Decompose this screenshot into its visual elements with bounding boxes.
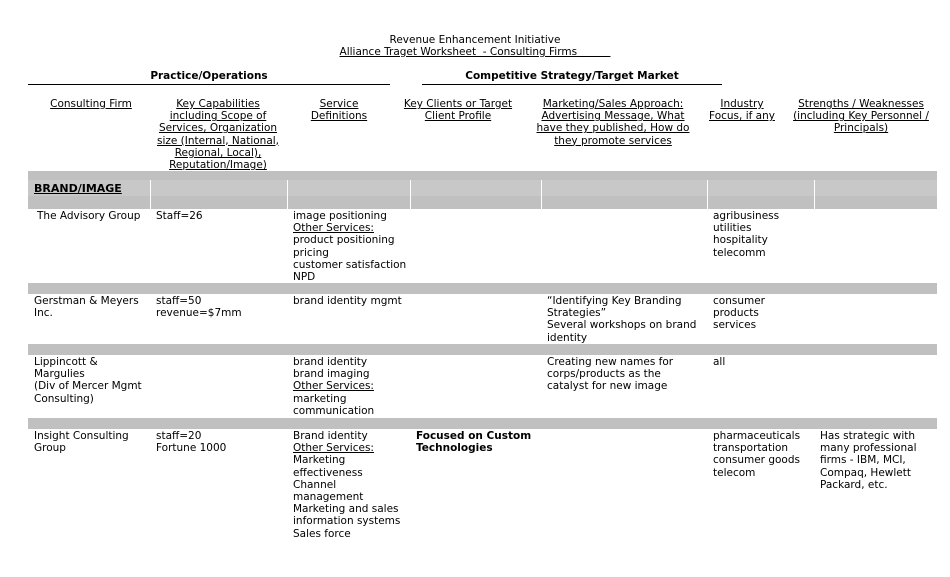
competitive-rule [422,84,722,85]
row-2-marketing: “Identifying Key Branding Strategies” Several workshops on brand identity [547,295,697,344]
col-marketing-approach: Marketing/Sales Approach: Advertising Message, What have they published, How do they promote services [536,98,690,147]
row-1-industry: agribusiness utilities hospitality telecomm [713,210,780,259]
row-4-industry: pharmaceuticals transportation consumer goods telecom [713,430,801,479]
row-2-industry: consumer products services [713,295,765,332]
page-subtitle [0,46,950,58]
row-1-firm: The Advisory Group [37,210,141,222]
col-key-capabilities: Key Capabilities including Scope of Services, Organization size (Internal, National, Regional, Local), Reputation/Image) [156,98,280,172]
col-industry-focus: Industry Focus, if any [709,98,775,123]
row-4-services: Brand identity Other Services: Marketing effectiveness Channel management Marketing and sales information systems Sales force [293,430,401,540]
row-3-industry: all [713,356,726,368]
row-separator [28,283,937,294]
col-strengths-weaknesses: Strengths / Weaknesses (including Key Personnel / Principals) [793,98,929,135]
practice-rule [28,84,390,85]
col-consulting-firm: Consulting Firm [50,98,132,110]
col-key-clients: Key Clients or Target Client Profile [403,98,513,123]
row-4-capabilities: staff=20 Fortune 1000 [156,430,227,455]
col-service-definitions: Service Definitions [310,98,368,123]
row-separator [28,418,937,429]
section-title-brand-image: BRAND/IMAGE [34,182,122,195]
row-separator [28,344,937,355]
worksheet-subtitle: Alliance Traget Worksheet - Consulting Firms [339,46,578,58]
row-3-services: brand identity brand imaging Other Services: marketing communication [293,356,375,417]
row-4-clients: Focused on Custom Technologies [416,430,532,455]
row-2-firm: Gerstman & Meyers Inc. [34,295,139,320]
row-2-capabilities: staff=50 revenue=$7mm [156,295,242,320]
row-1-capabilities: Staff=26 [156,210,203,222]
worksheet-title: Revenue Enhancement Initiative [389,34,561,46]
competitive-strategy-header: Competitive Strategy/Target Market [465,70,679,82]
practice-operations-header: Practice/Operations [150,70,268,82]
page-title [0,34,950,46]
row-4-firm: Insight Consulting Group [34,430,129,455]
row-3-marketing: Creating new names for corps/products as the catalyst for new image [547,356,674,393]
row-2-services: brand identity mgmt [293,295,402,307]
row-4-strengths: Has strategic with many professional firms - IBM, MCI, Compaq, Hewlett Packard, etc. [820,430,917,491]
row-1-services: image positioning Other Services: product positioning pricing customer satisfaction NPD [293,210,407,284]
row-3-firm: Lippincott & Margulies (Div of Mercer Mgmt Consulting) [34,356,142,405]
